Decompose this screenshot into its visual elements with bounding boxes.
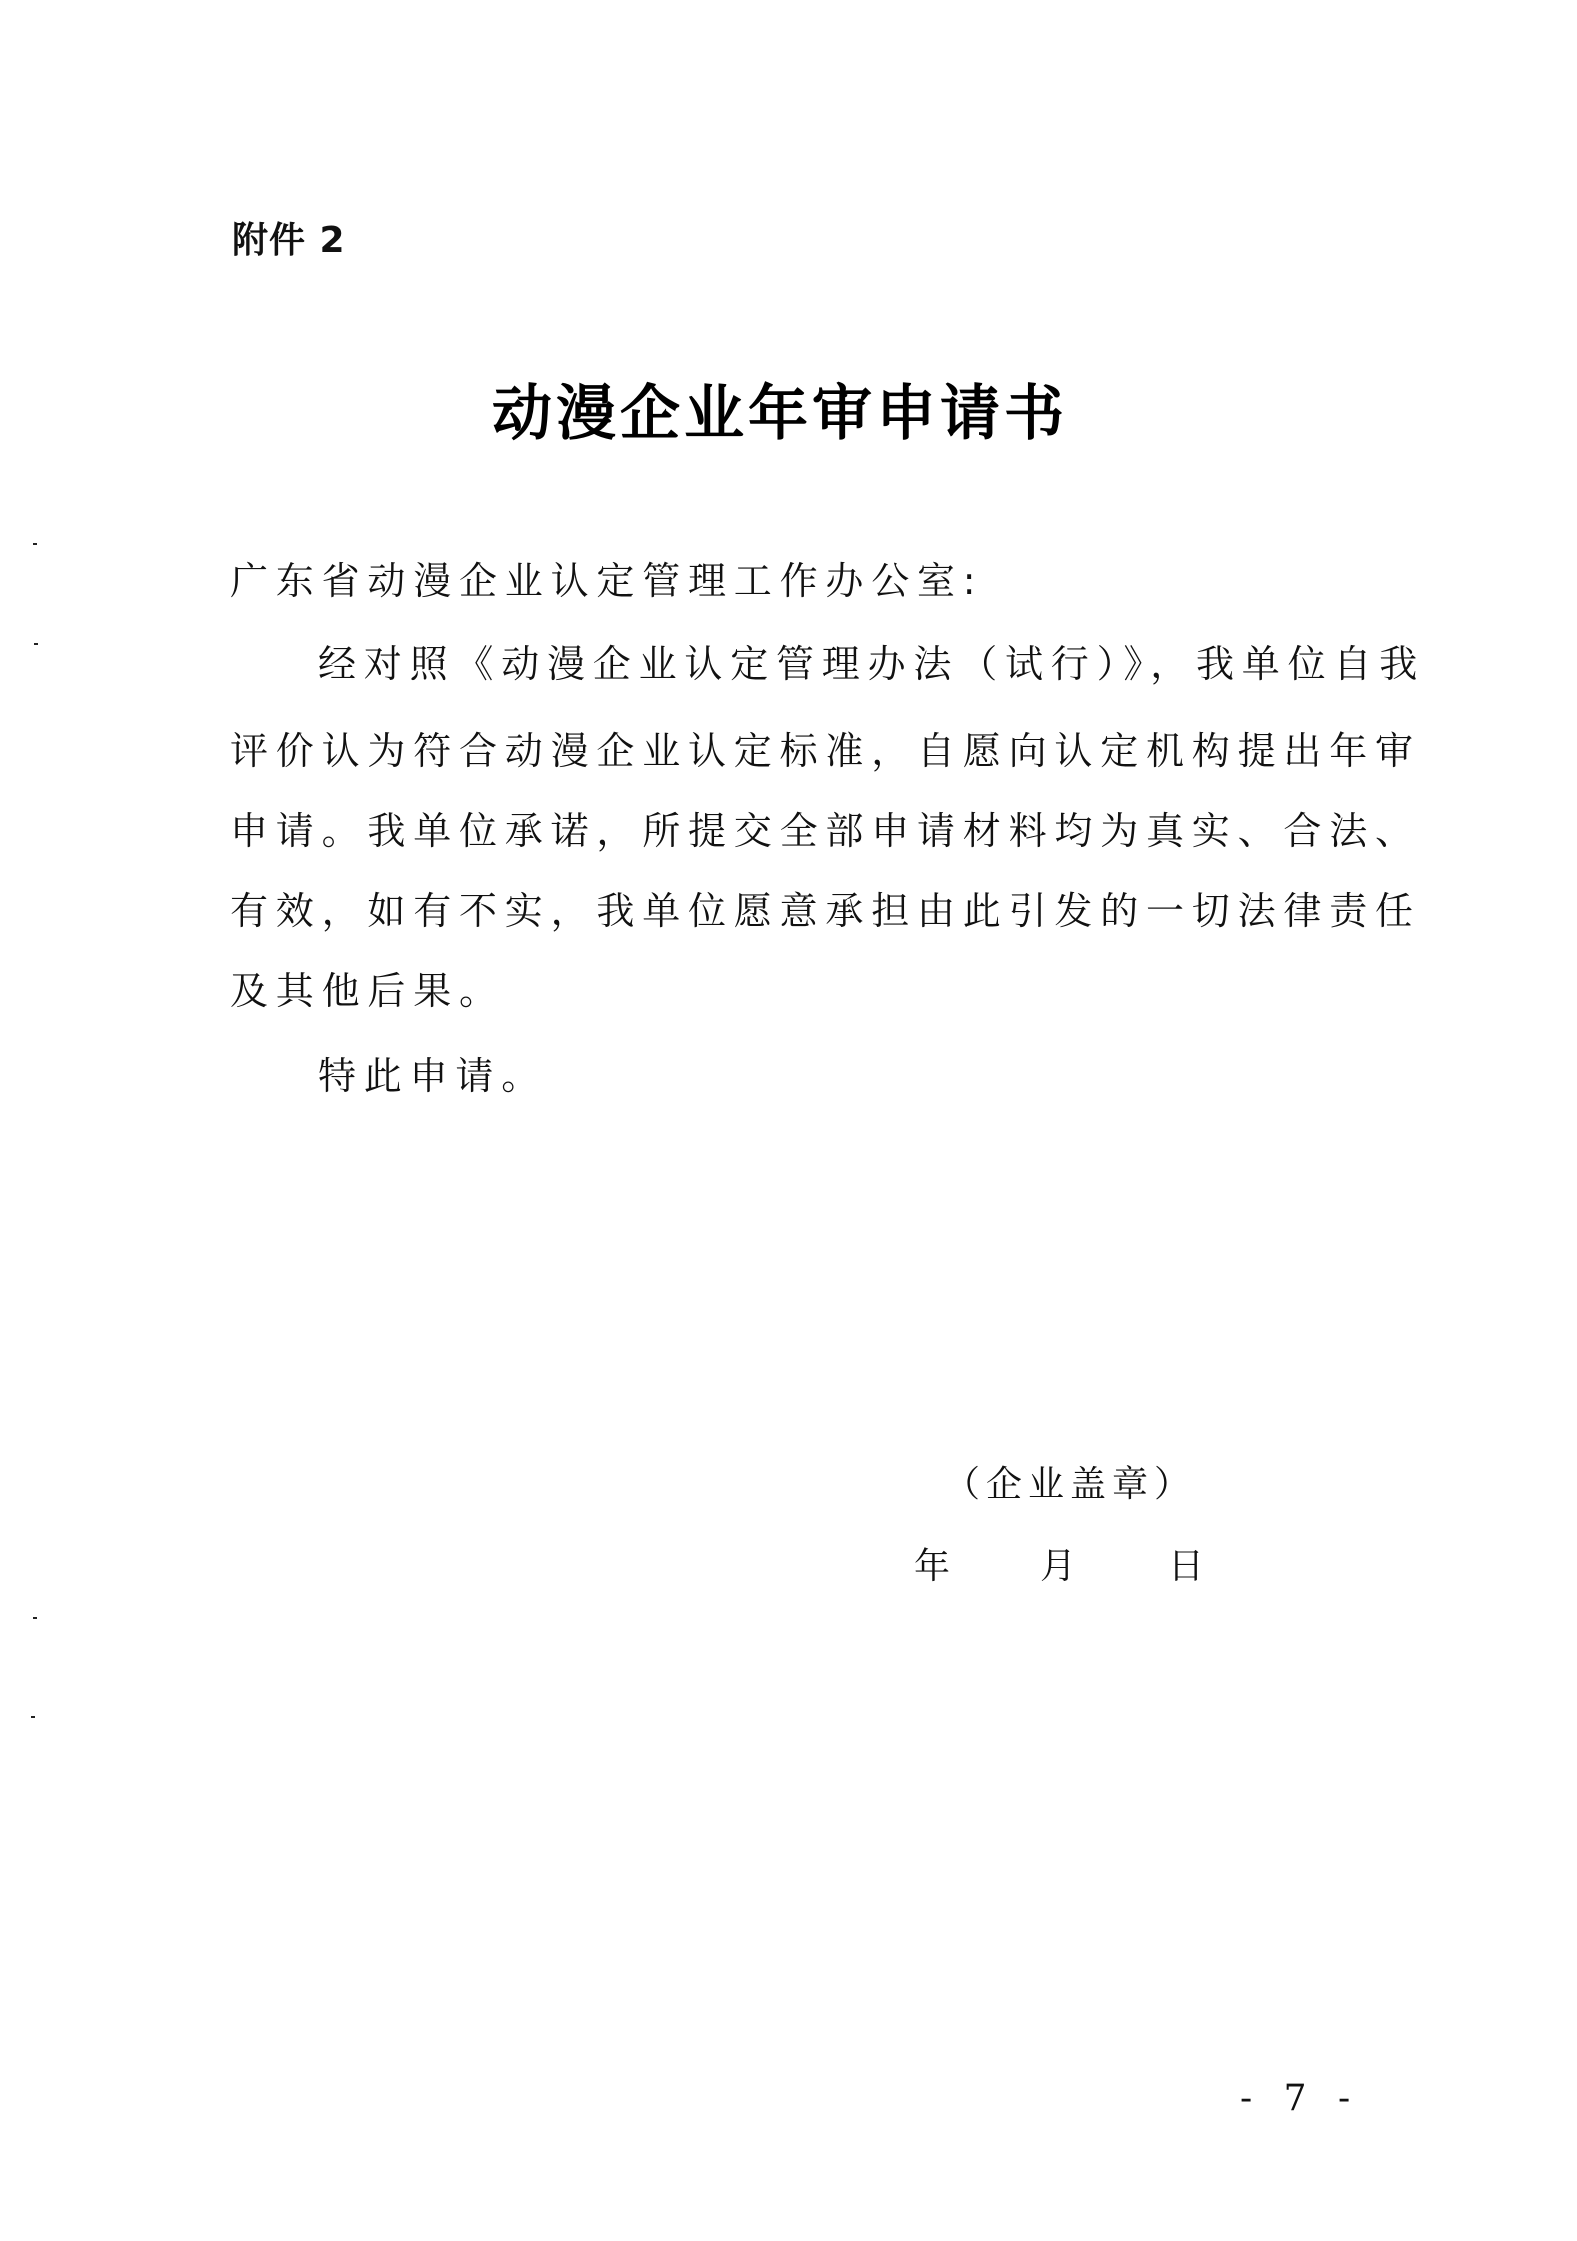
document-title: 动漫企业年审申请书: [492, 379, 1068, 449]
scan-mark: [31, 1716, 35, 1718]
body-line: 有效，如有不实，我单位愿意承担由此引发的一切法律责任: [230, 889, 1421, 933]
page-number: - 7 -: [1240, 2078, 1361, 2119]
scan-mark: [33, 1617, 37, 1619]
scan-mark: [33, 543, 37, 545]
seal-label: （企业盖章）: [944, 1464, 1197, 1505]
date-year: 年: [914, 1546, 951, 1587]
body-line: 申请。我单位承诺，所提交全部申请材料均为真实、合法、: [230, 809, 1421, 853]
attachment-label: 附件 2: [232, 220, 346, 261]
scan-mark: [34, 643, 38, 645]
salutation: 广东省动漫企业认定管理工作办公室:: [230, 559, 984, 603]
body-line: 及其他后果。: [230, 969, 505, 1013]
date-month: 月: [1040, 1546, 1077, 1587]
body-line: 评价认为符合动漫企业认定标准，自愿向认定机构提出年审: [230, 729, 1421, 773]
date-day: 日: [1168, 1546, 1205, 1587]
body-line: 经对照《动漫企业认定管理办法（试行）》，我单位自我: [318, 642, 1426, 686]
closing-line: 特此申请。: [318, 1054, 548, 1098]
